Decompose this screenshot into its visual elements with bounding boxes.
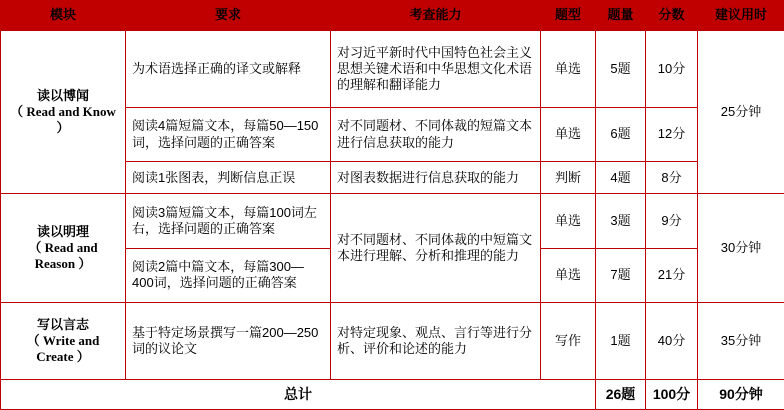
table-header — [1, 1, 784, 31]
module-cell-write-and-create — [1, 303, 126, 380]
module-cell-read-and-reason — [1, 194, 126, 303]
suggested-time-cell: 35分钟 — [698, 303, 784, 380]
suggested-time-cell: 25分钟 — [698, 31, 784, 194]
ability-cell: 对不同题材、不同体裁的中短篇文本进行理解、分析和推理的能力 — [331, 194, 541, 303]
table-body — [1, 31, 784, 410]
module-name-cn: 读以博闻 — [36, 87, 89, 103]
question-count-cell: 7题 — [596, 248, 646, 302]
column-header-type: 题型 — [541, 1, 596, 31]
score-cell: 10分 — [646, 31, 698, 108]
requirement-cell: 为术语选择正确的译文或解释 — [126, 31, 331, 108]
module-name-en: （ Read and Know ） — [10, 104, 116, 136]
question-count-cell: 3题 — [596, 194, 646, 248]
header-row — [1, 1, 784, 31]
question-count-cell: 1题 — [596, 303, 646, 380]
requirement-cell: 基于特定场景撰写一篇200—250词的议论文 — [126, 303, 331, 380]
total-row — [1, 380, 784, 410]
suggested-time-cell: 30分钟 — [698, 194, 784, 303]
ability-cell: 对图表数据进行信息获取的能力 — [331, 162, 541, 194]
table-row — [1, 194, 784, 248]
total-time: 90分钟 — [698, 380, 784, 410]
column-header-count: 题量 — [596, 1, 646, 31]
question-type-cell: 单选 — [541, 248, 596, 302]
table-row — [1, 303, 784, 380]
column-header-module: 模块 — [1, 1, 126, 31]
score-cell: 40分 — [646, 303, 698, 380]
module-name-cn: 写以言志 — [36, 316, 89, 332]
module-name-en: （ Read and Reason ） — [28, 240, 98, 272]
total-count: 26题 — [596, 380, 646, 410]
module-cell-read-and-know — [1, 31, 126, 194]
ability-cell: 对习近平新时代中国特色社会主义思想关键术语和中华思想文化术语的理解和翻译能力 — [331, 31, 541, 108]
column-header-requirement: 要求 — [126, 1, 331, 31]
table-row — [1, 31, 784, 108]
column-header-score: 分数 — [646, 1, 698, 31]
question-count-cell: 4题 — [596, 162, 646, 194]
score-cell: 12分 — [646, 107, 698, 161]
requirement-cell: 阅读2篇中篇文本，每篇300—400词，选择问题的正确答案 — [126, 248, 331, 302]
question-count-cell: 6题 — [596, 107, 646, 161]
question-type-cell: 单选 — [541, 107, 596, 161]
question-type-cell: 写作 — [541, 303, 596, 380]
question-type-cell: 单选 — [541, 31, 596, 108]
column-header-time: 建议用时 — [698, 1, 784, 31]
score-cell: 9分 — [646, 194, 698, 248]
ability-cell: 对不同题材、不同体裁的短篇文本进行信息获取的能力 — [331, 107, 541, 161]
question-count-cell: 5题 — [596, 31, 646, 108]
question-type-cell: 单选 — [541, 194, 596, 248]
requirement-cell: 阅读4篇短篇文本，每篇50—150词，选择问题的正确答案 — [126, 107, 331, 161]
score-cell: 21分 — [646, 248, 698, 302]
score-cell: 8分 — [646, 162, 698, 194]
ability-cell: 对特定现象、观点、言行等进行分析、评价和论述的能力 — [331, 303, 541, 380]
question-type-cell: 判断 — [541, 162, 596, 194]
module-name-en: （ Write and Create ） — [26, 332, 100, 365]
requirement-cell: 阅读1张图表，判断信息正误 — [126, 162, 331, 194]
total-label: 总计 — [1, 380, 596, 410]
module-name-cn: 读以明理 — [36, 223, 89, 239]
total-score: 100分 — [646, 380, 698, 410]
requirement-cell: 阅读3篇短篇文本，每篇100词左右，选择问题的正确答案 — [126, 194, 331, 248]
column-header-ability: 考查能力 — [331, 1, 541, 31]
